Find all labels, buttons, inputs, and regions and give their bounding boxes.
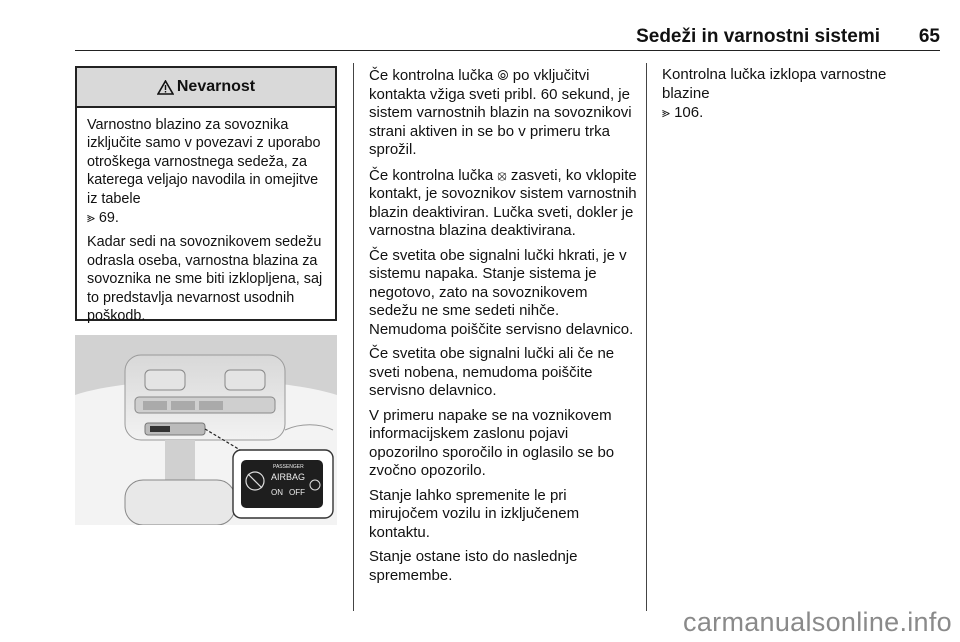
header-title: Sedeži in varnostni sistemi [636,26,880,47]
column2-paragraph-6: Stanje lahko spremenite le pri mirujočem vozilu in izključenem kontaktu. [369,486,580,541]
column-divider-1 [353,63,354,611]
warning-paragraph-1 [87,116,325,227]
column3-paragraph-1 [662,66,932,123]
panel-label-on: ON [271,488,283,497]
column2-p2-end: zasveti, ko vklopite kontakt, je sovoznikov sistem varnostnih blazin deaktiviran. Lučka sveti, dokler je varnostna blazina deaktivirana. [369,166,637,239]
airbag-status-panel-illustration [75,335,337,525]
column2-p2-start: Če kontrolna lučka [369,166,494,184]
warning-paragraph-2: Kadar sedi na sovoznikovem sedežu odrasla oseba, varnostna blazina za sovoznika ne sme biti izklopljena, saj to predstavlja nevarnost usodnih poškodb. [87,234,323,325]
footer-watermark: carmanualsonline.info [683,607,952,637]
column3-p1-text: Kontrolna lučka izklopa varnostne blazine [662,66,887,102]
warning-heading [77,68,335,108]
airbag-on-indicator-icon: ⦾ [497,67,509,83]
column2-p1-end: po vključitvi kontakta vžiga sveti pribl. 60 sekund, je sistem varnostnih blazin na sovoznikovi strani aktiven in se bo v primeru trka sprožil. [369,67,632,158]
cross-reference-page[interactable]: 69. [98,210,119,227]
column-divider-2 [646,63,647,611]
column2-paragraph-1 [369,66,637,160]
warning-body [77,108,335,325]
column2-paragraph-2 [369,166,637,241]
column2-paragraph-3: Če svetita obe signalni lučki hkrati, je v sistemu napaka. Stanje sistema je negotovo, zato na sovoznikovem sedežu ne sme sedeti nihče. Nemudoma poiščite servisno delavnico. [369,246,634,338]
warning-heading-text: Nevarnost [176,78,256,95]
panel-label-airbag: AIRBAG [271,472,306,482]
page-header [75,26,940,52]
column2-paragraph-5: V primeru napake se na voznikovem informacijskem zaslonu pojavi opozorilno sporočilo in oglasilo se bo zvočno opozorilo. [369,406,615,479]
warning-triangle-icon [157,80,174,95]
danger-warning-box [75,66,337,325]
cross-reference-arrow-icon: ⪢ [87,209,95,226]
text-column-2 [369,66,637,591]
panel-label-off: OFF [289,488,305,497]
column2-paragraph-7: Stanje ostane isto do naslednje spremembe. [369,548,578,584]
cross-reference-page[interactable]: 106. [674,104,704,121]
header-rule [75,50,940,51]
cross-reference-arrow-icon: ⪢ [662,104,670,120]
page-number: 65 [918,26,940,47]
text-column-3 [662,66,932,129]
column2-paragraph-4: Če svetita obe signalni lučki ali če ne sveti nobena, nemudoma poiščite servisno delavnico. [369,345,615,399]
column2-p1-start: Če kontrolna lučka [369,67,494,84]
warning-paragraph-1-text: Varnostno blazino za sovoznika izključite samo v povezavi z uporabo otroškega varnostnega sedeža, za katerega veljajo navodila in omejitve iz tabele [87,117,321,207]
panel-label-passenger: PASSENGER [273,464,304,470]
airbag-off-indicator-icon: ⦻ [497,166,507,183]
